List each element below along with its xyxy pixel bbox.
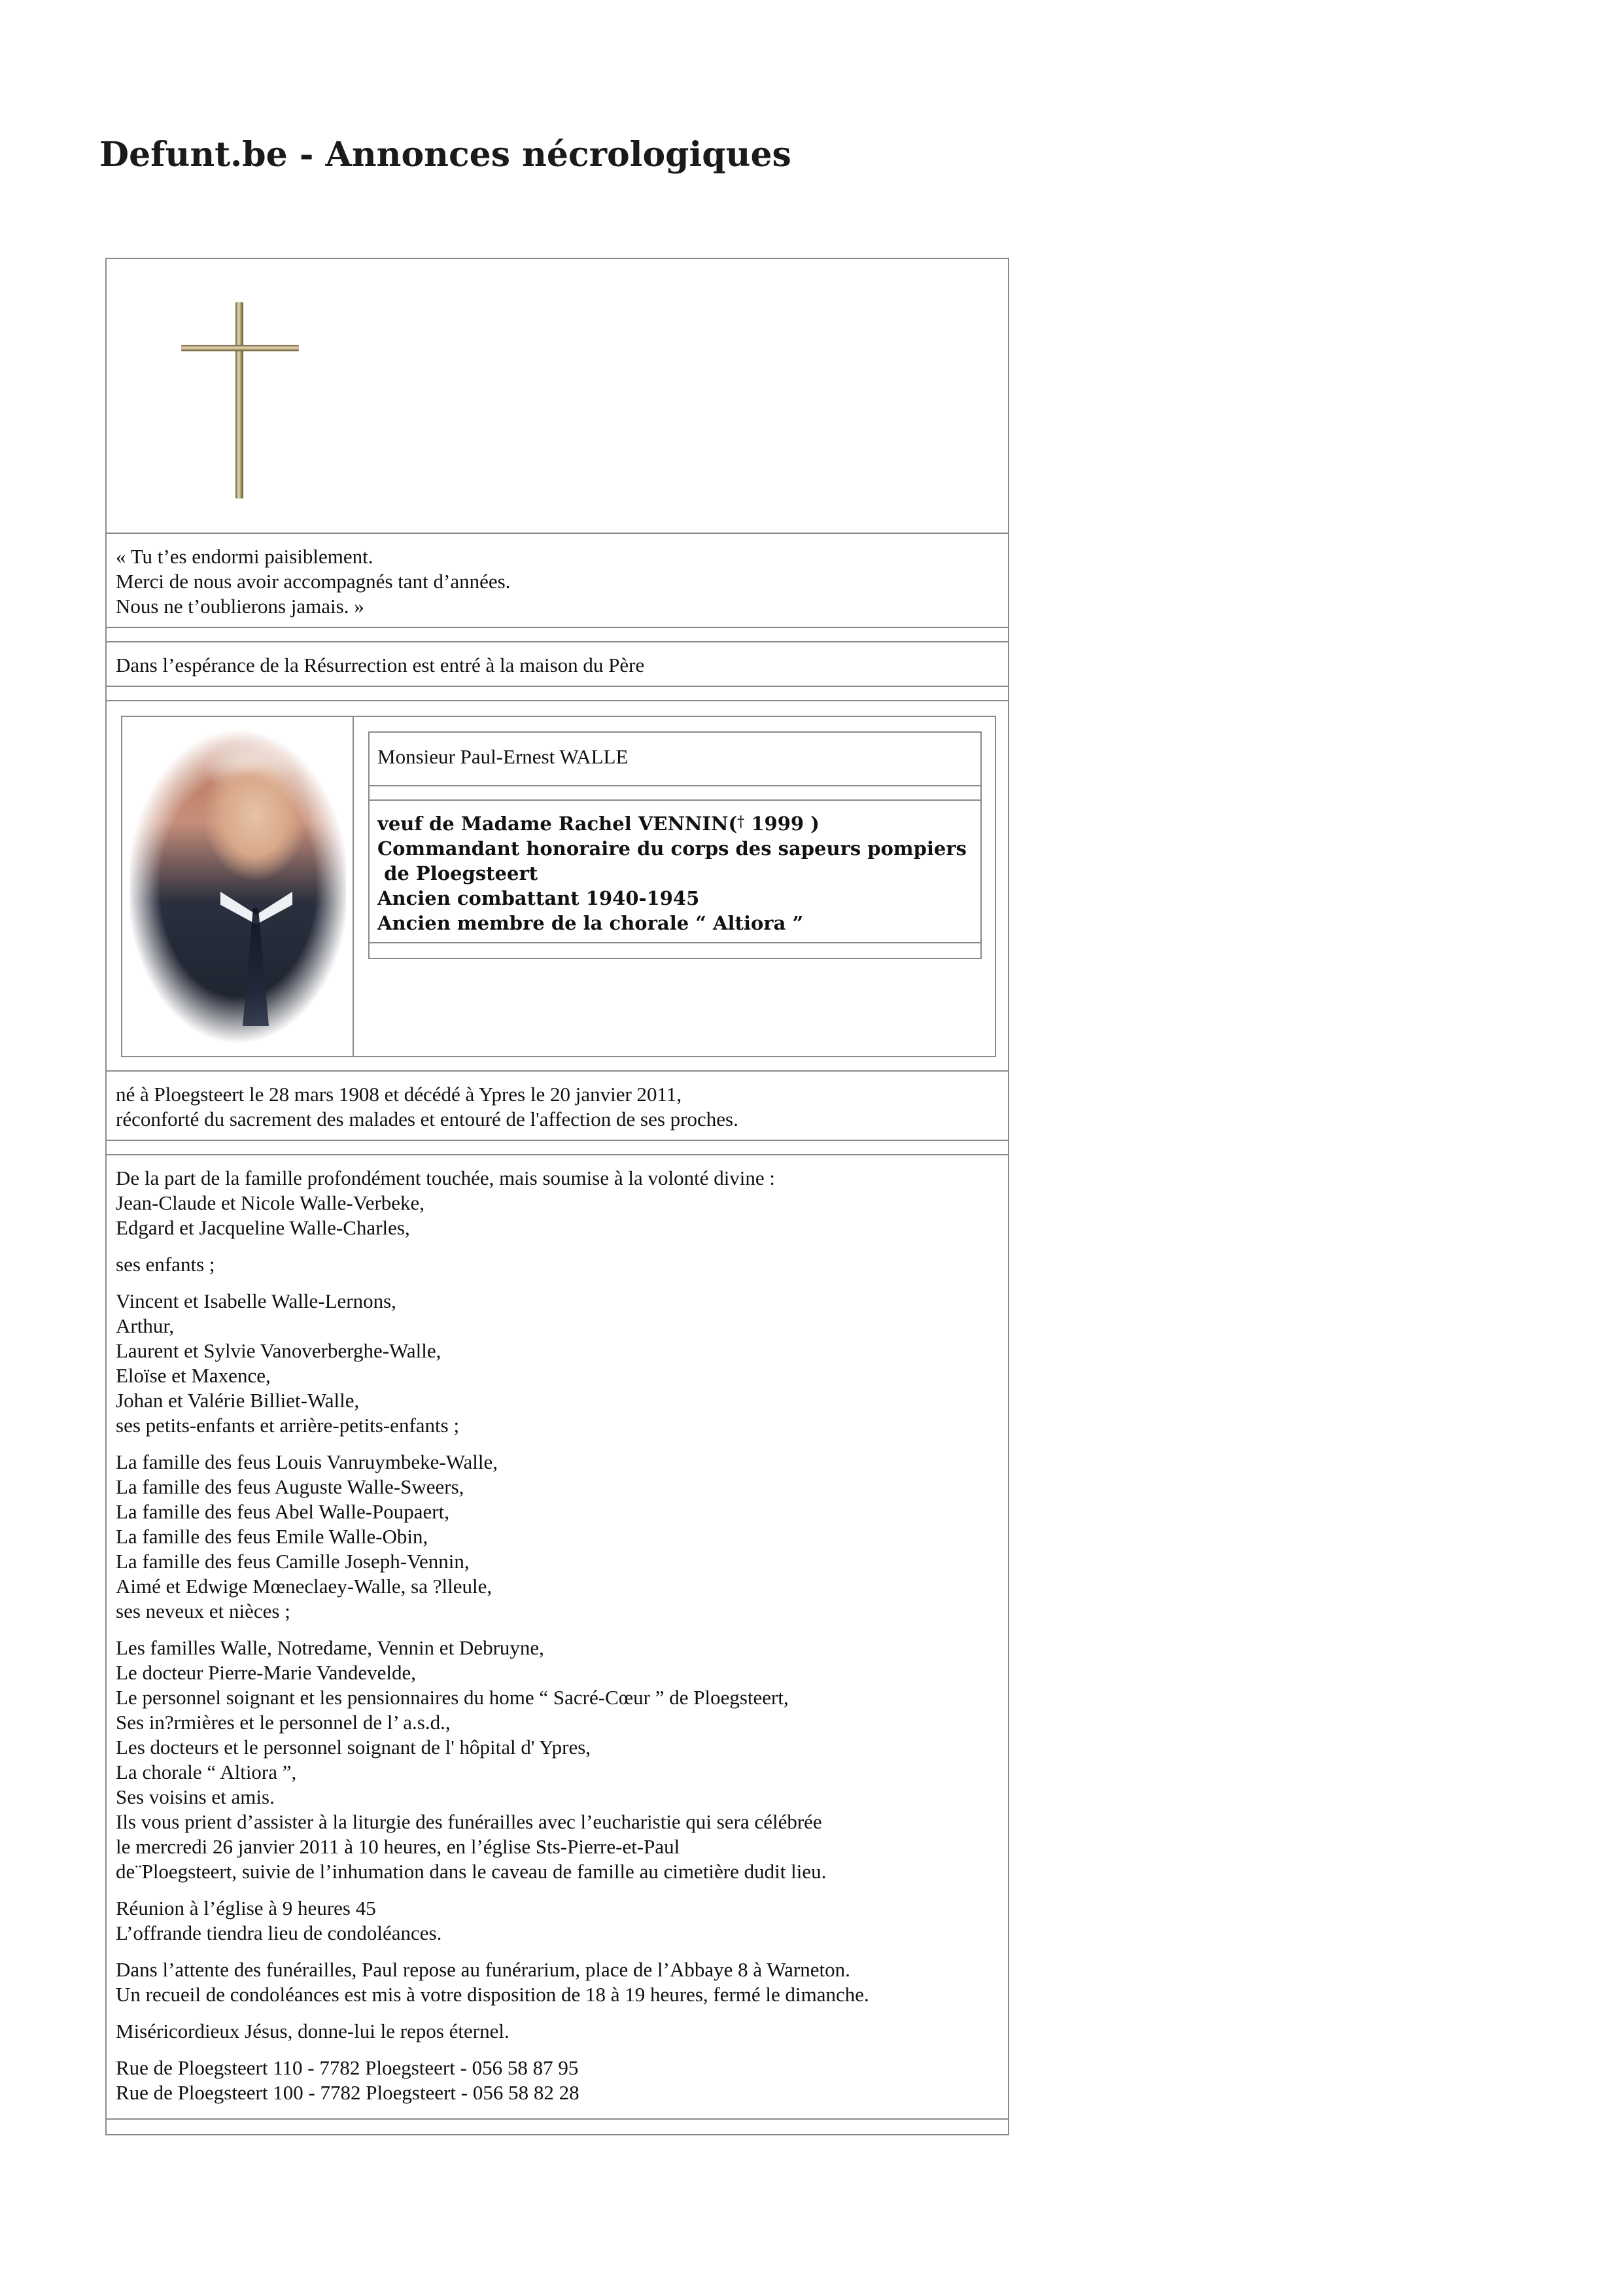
family-line: Les docteurs et le personnel soignant de l' hôpital d' Ypres, — [116, 1736, 591, 1759]
spacer-row — [107, 2120, 1008, 2134]
cross-row — [107, 259, 1008, 534]
family-line: Jean-Claude et Nicole Walle-Verbeke, — [116, 1191, 425, 1214]
latin-cross-icon — [181, 302, 299, 499]
family-text — [107, 1155, 1008, 2118]
birth-death-row — [107, 1072, 1008, 1141]
name-box — [368, 731, 982, 959]
family-line: ses petits-enfants et arrière-petits-enfants ; — [116, 1414, 460, 1437]
family-paragraph — [116, 1289, 999, 1438]
title-line: Commandant honoraire du corps des sapeurs pompiers — [377, 837, 967, 860]
deceased-name: Monsieur Paul-Ernest WALLE — [370, 733, 980, 786]
family-line: Vincent et Isabelle Walle-Lernons, — [116, 1289, 396, 1312]
family-line: Rue de Ploegsteert 100 - 7782 Ploegsteert - 056 58 82 28 — [116, 2081, 579, 2104]
family-line: La famille des feus Louis Vanruymbeke-Walle, — [116, 1450, 498, 1473]
page-title: Defunt.be - Annonces nécrologiques — [99, 135, 791, 175]
dagger-icon: † — [737, 814, 745, 830]
obituary-notice — [105, 258, 1009, 2135]
family-line: La famille des feus Emile Walle-Obin, — [116, 1525, 428, 1548]
family-line: Arthur, — [116, 1314, 175, 1337]
family-line: ses neveux et nièces ; — [116, 1600, 290, 1622]
family-line: Le personnel soignant et les pensionnaires du home “ Sacré-Cœur ” de Ploegsteert, — [116, 1686, 789, 1709]
family-paragraph — [116, 1450, 999, 1624]
family-paragraph — [116, 2056, 999, 2105]
intro-text: Dans l’espérance de la Résurrection est entré à la maison du Père — [116, 654, 645, 676]
family-line: Ses voisins et amis. — [116, 1785, 275, 1808]
family-paragraph — [116, 1896, 999, 1946]
portrait-photo — [130, 725, 346, 1048]
family-line: Rue de Ploegsteert 110 - 7782 Ploegsteert - 056 58 87 95 — [116, 2056, 579, 2079]
family-line: De la part de la famille profondément touchée, mais soumise à la volonté divine : — [116, 1166, 776, 1189]
title-line: de Ploegsteert — [377, 862, 538, 885]
title-line: Ancien membre de la chorale “ Altiora ” — [377, 912, 804, 934]
family-line: Réunion à l’église à 9 heures 45 — [116, 1897, 376, 1919]
quote-line: Nous ne t’oublierons jamais. » — [116, 595, 364, 618]
intro-row — [107, 642, 1008, 687]
deceased-titles — [370, 801, 980, 943]
quote-text — [107, 534, 1008, 627]
family-line: La famille des feus Camille Joseph-Vennin, — [116, 1550, 470, 1573]
widower-line: veuf de Madame Rachel VENNIN(† 1999 ) — [377, 813, 820, 835]
family-line: Les familles Walle, Notredame, Vennin et Debruyne, — [116, 1636, 544, 1659]
family-line: Ses in?rmières et le personnel de l’ a.s.d., — [116, 1711, 451, 1734]
quote-line: « Tu t’es endormi paisiblement. — [116, 545, 373, 568]
title-line: Ancien combattant 1940-1945 — [377, 887, 700, 909]
family-line: ses enfants ; — [116, 1253, 215, 1276]
family-paragraph — [116, 1957, 999, 2007]
spacer-row — [107, 628, 1008, 642]
family-line: de¨Ploegsteert, suivie de l’inhumation dans le caveau de famille au cimetière dudit lieu. — [116, 1860, 827, 1883]
spacer-row — [370, 786, 980, 801]
family-line: Laurent et Sylvie Vanoverberghe-Walle, — [116, 1339, 441, 1362]
quote-row — [107, 534, 1008, 628]
birth-death-text: né à Ploegsteert le 28 mars 1908 et décédé à Ypres le 20 janvier 2011, réconforté du sacrement des malades et entouré de l'affection de ses proches. — [116, 1083, 738, 1130]
family-line: La famille des feus Abel Walle-Poupaert, — [116, 1500, 449, 1523]
photo-cell — [122, 717, 354, 1056]
family-line: Dans l’attente des funérailles, Paul repose au funérarium, place de l’Abbaye 8 à Warneton. — [116, 1958, 850, 1981]
family-line: Le docteur Pierre-Marie Vandevelde, — [116, 1661, 417, 1684]
family-paragraph — [116, 2019, 999, 2044]
quote-line: Merci de nous avoir accompagnés tant d’années. — [116, 570, 511, 593]
family-line: Eloïse et Maxence, — [116, 1364, 271, 1387]
family-line: L’offrande tiendra lieu de condoléances. — [116, 1921, 442, 1944]
family-line: le mercredi 26 janvier 2011 à 10 heures, en l’église Sts-Pierre-et-Paul — [116, 1835, 680, 1858]
family-line: Aimé et Edwige Mœneclaey-Walle, sa ?lleule, — [116, 1575, 492, 1598]
family-paragraph — [116, 1636, 999, 1884]
bio-row — [107, 701, 1008, 1072]
family-line: Edgard et Jacqueline Walle-Charles, — [116, 1216, 410, 1239]
family-line: La chorale “ Altiora ”, — [116, 1761, 297, 1783]
family-line: La famille des feus Auguste Walle-Sweers, — [116, 1475, 464, 1498]
family-line: Ils vous prient d’assister à la liturgie des funérailles avec l’eucharistie qui sera célébrée — [116, 1810, 822, 1833]
spacer-row — [107, 1141, 1008, 1155]
family-line: Miséricordieux Jésus, donne-lui le repos éternel. — [116, 2020, 510, 2042]
family-line: Johan et Valérie Billiet-Walle, — [116, 1389, 360, 1412]
family-line: Un recueil de condoléances est mis à votre disposition de 18 à 19 heures, fermé le dimanche. — [116, 1983, 869, 2006]
bio-frame — [121, 716, 996, 1057]
family-row — [107, 1155, 1008, 2120]
family-paragraph — [116, 1166, 999, 1240]
spacer-row — [107, 687, 1008, 701]
family-paragraph — [116, 1252, 999, 1277]
